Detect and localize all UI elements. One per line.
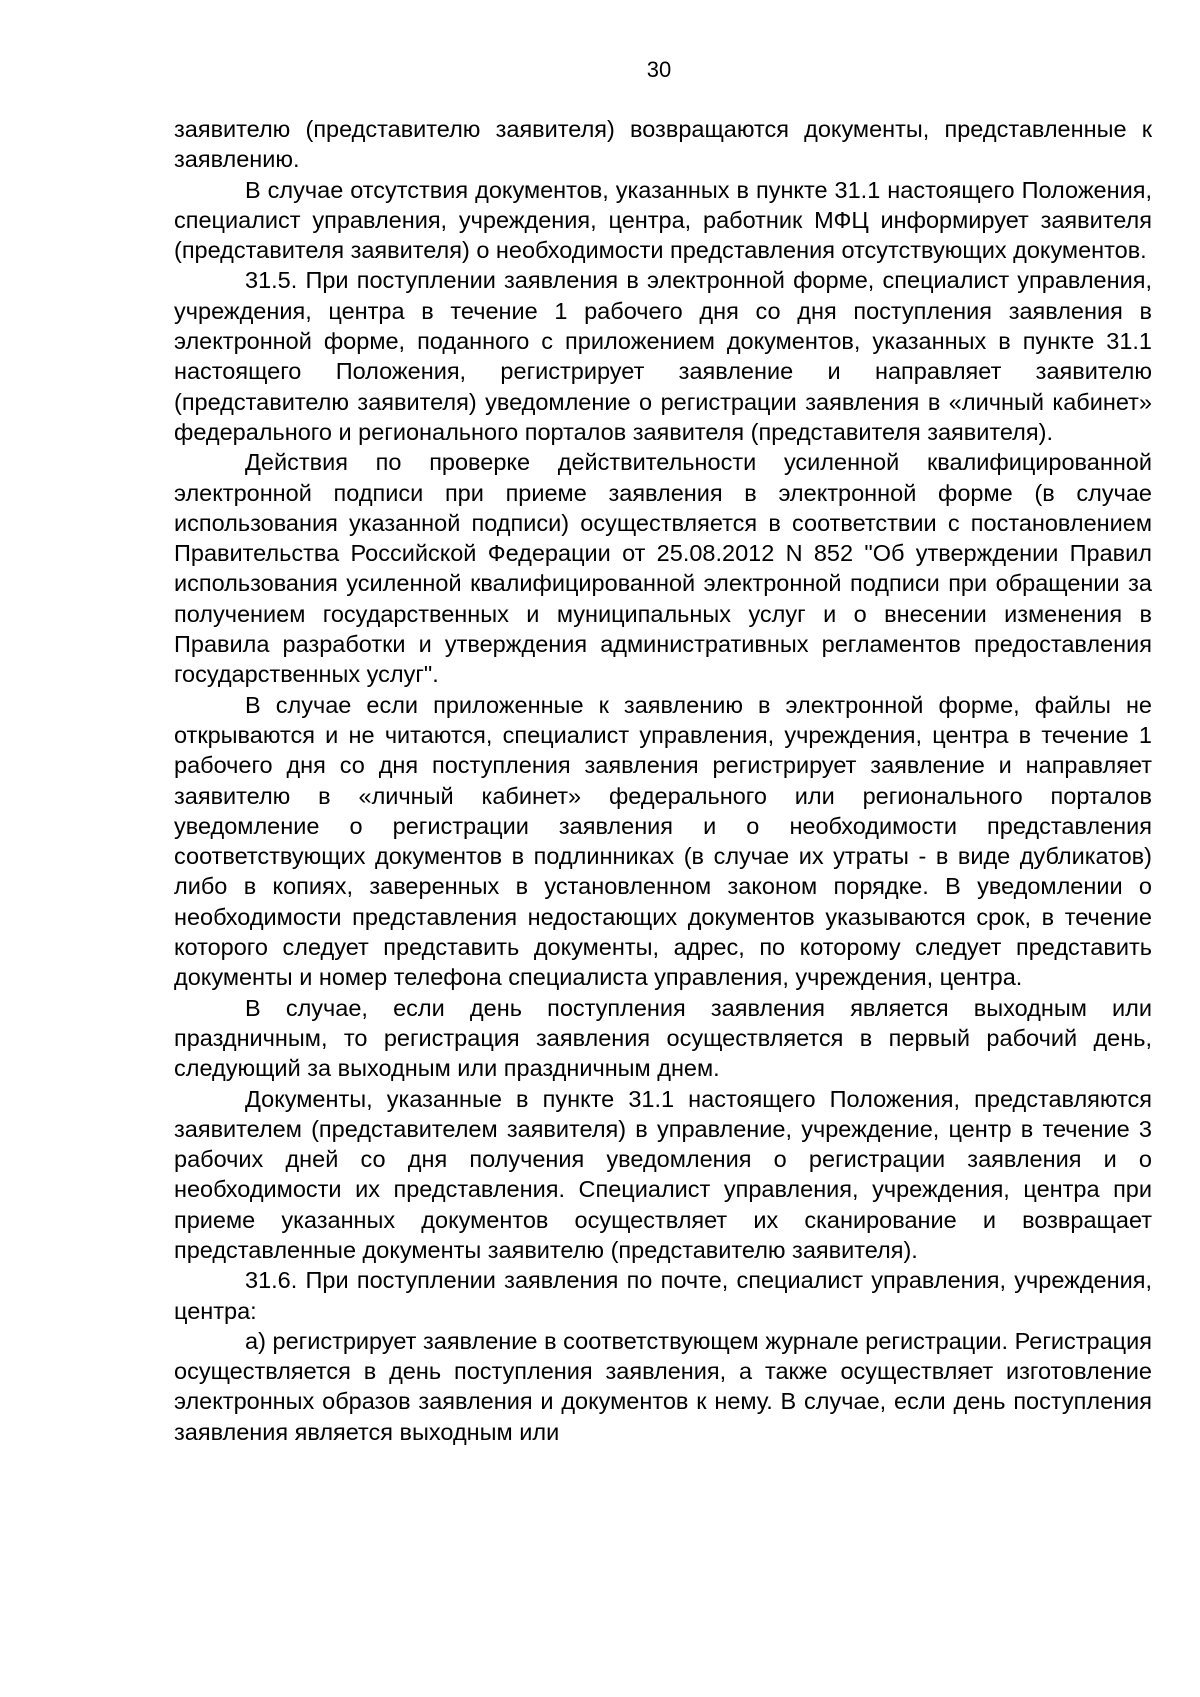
document-body: [174, 114, 1152, 1447]
paragraph-section-31-5: 31.5. При поступлении заявления в электронной форме, специалист управления, учреждения, центра в течение 1 рабочего дня со дня поступления заявления в электронной форме, поданного с приложением документов, указанных в пункте 31.1 настоящего Положения, регистрирует заявление и направляет заявителю (представителю заявителя) уведомление о регистрации заявления в «личный кабинет» федерального и регионального порталов заявителя (представителя заявителя).: [174, 267, 1152, 445]
paragraph: Документы, указанные в пункте 31.1 настоящего Положения, представляются заявителем (представителем заявителя) в управление, учреждение, центр в течение 3 рабочих дней со дня получения уведомления о регистрации заявления и о необходимости их представления. Специалист управления, учреждения, центра при приеме указанных документов осуществляет их сканирование и возвращает представленные документы заявителю (представителю заявителя).: [174, 1085, 1152, 1263]
paragraph: Действия по проверке действительности усиленной квалифицированной электронной подписи при приеме заявления в электронной форме (в случае использования указанной подписи) осуществляется в соответствии с постановлением Правительства Российской Федерации от 25.08.2012 N 852 "Об утверждении Правил использования усиленной квалифицированной электронной подписи при обращении за получением государственных и муниципальных услуг и о внесении изменения в Правила разработки и утверждения административных регламентов предоставления государственных услуг".: [174, 449, 1152, 688]
paragraph-item-a: а) регистрирует заявление в соответствующем журнале регистрации. Регистрация осуществляется в день поступления заявления, а также осуществляет изготовление электронных образов заявления и документов к нему. В случае, если день поступления заявления является выходным или: [174, 1327, 1152, 1445]
paragraph: заявителю (представителю заявителя) возвращаются документы, представленные к заявлению.: [174, 116, 1152, 173]
paragraph: В случае отсутствия документов, указанных в пункте 31.1 настоящего Положения, специалист управления, учреждения, центра, работник МФЦ информирует заявителя (представителя заявителя) о необходимости представления отсутствующих документов.: [174, 176, 1152, 264]
page-number: 30: [646, 57, 672, 82]
paragraph: В случае, если день поступления заявления является выходным или праздничным, то регистрация заявления осуществляется в первый рабочий день, следующий за выходным или праздничным днем.: [174, 994, 1152, 1082]
paragraph: В случае если приложенные к заявлению в электронной форме, файлы не открываются и не читаются, специалист управления, учреждения, центра в течение 1 рабочего дня со дня поступления заявления регистрирует заявление и направляет заявителю в «личный кабинет» федерального или регионального порталов уведомление о регистрации заявления и о необходимости представления соответствующих документов в подлинниках (в случае их утраты - в виде дубликатов) либо в копиях, заверенных в установленном законом порядке. В уведомлении о необходимости представления недостающих документов указываются срок, в течение которого следует представить документы, адрес, по которому следует представить документы и номер телефона специалиста управления, учреждения, центра.: [174, 691, 1152, 991]
paragraph-section-31-6: 31.6. При поступлении заявления по почте, специалист управления, учреждения, центра:: [174, 1267, 1152, 1324]
